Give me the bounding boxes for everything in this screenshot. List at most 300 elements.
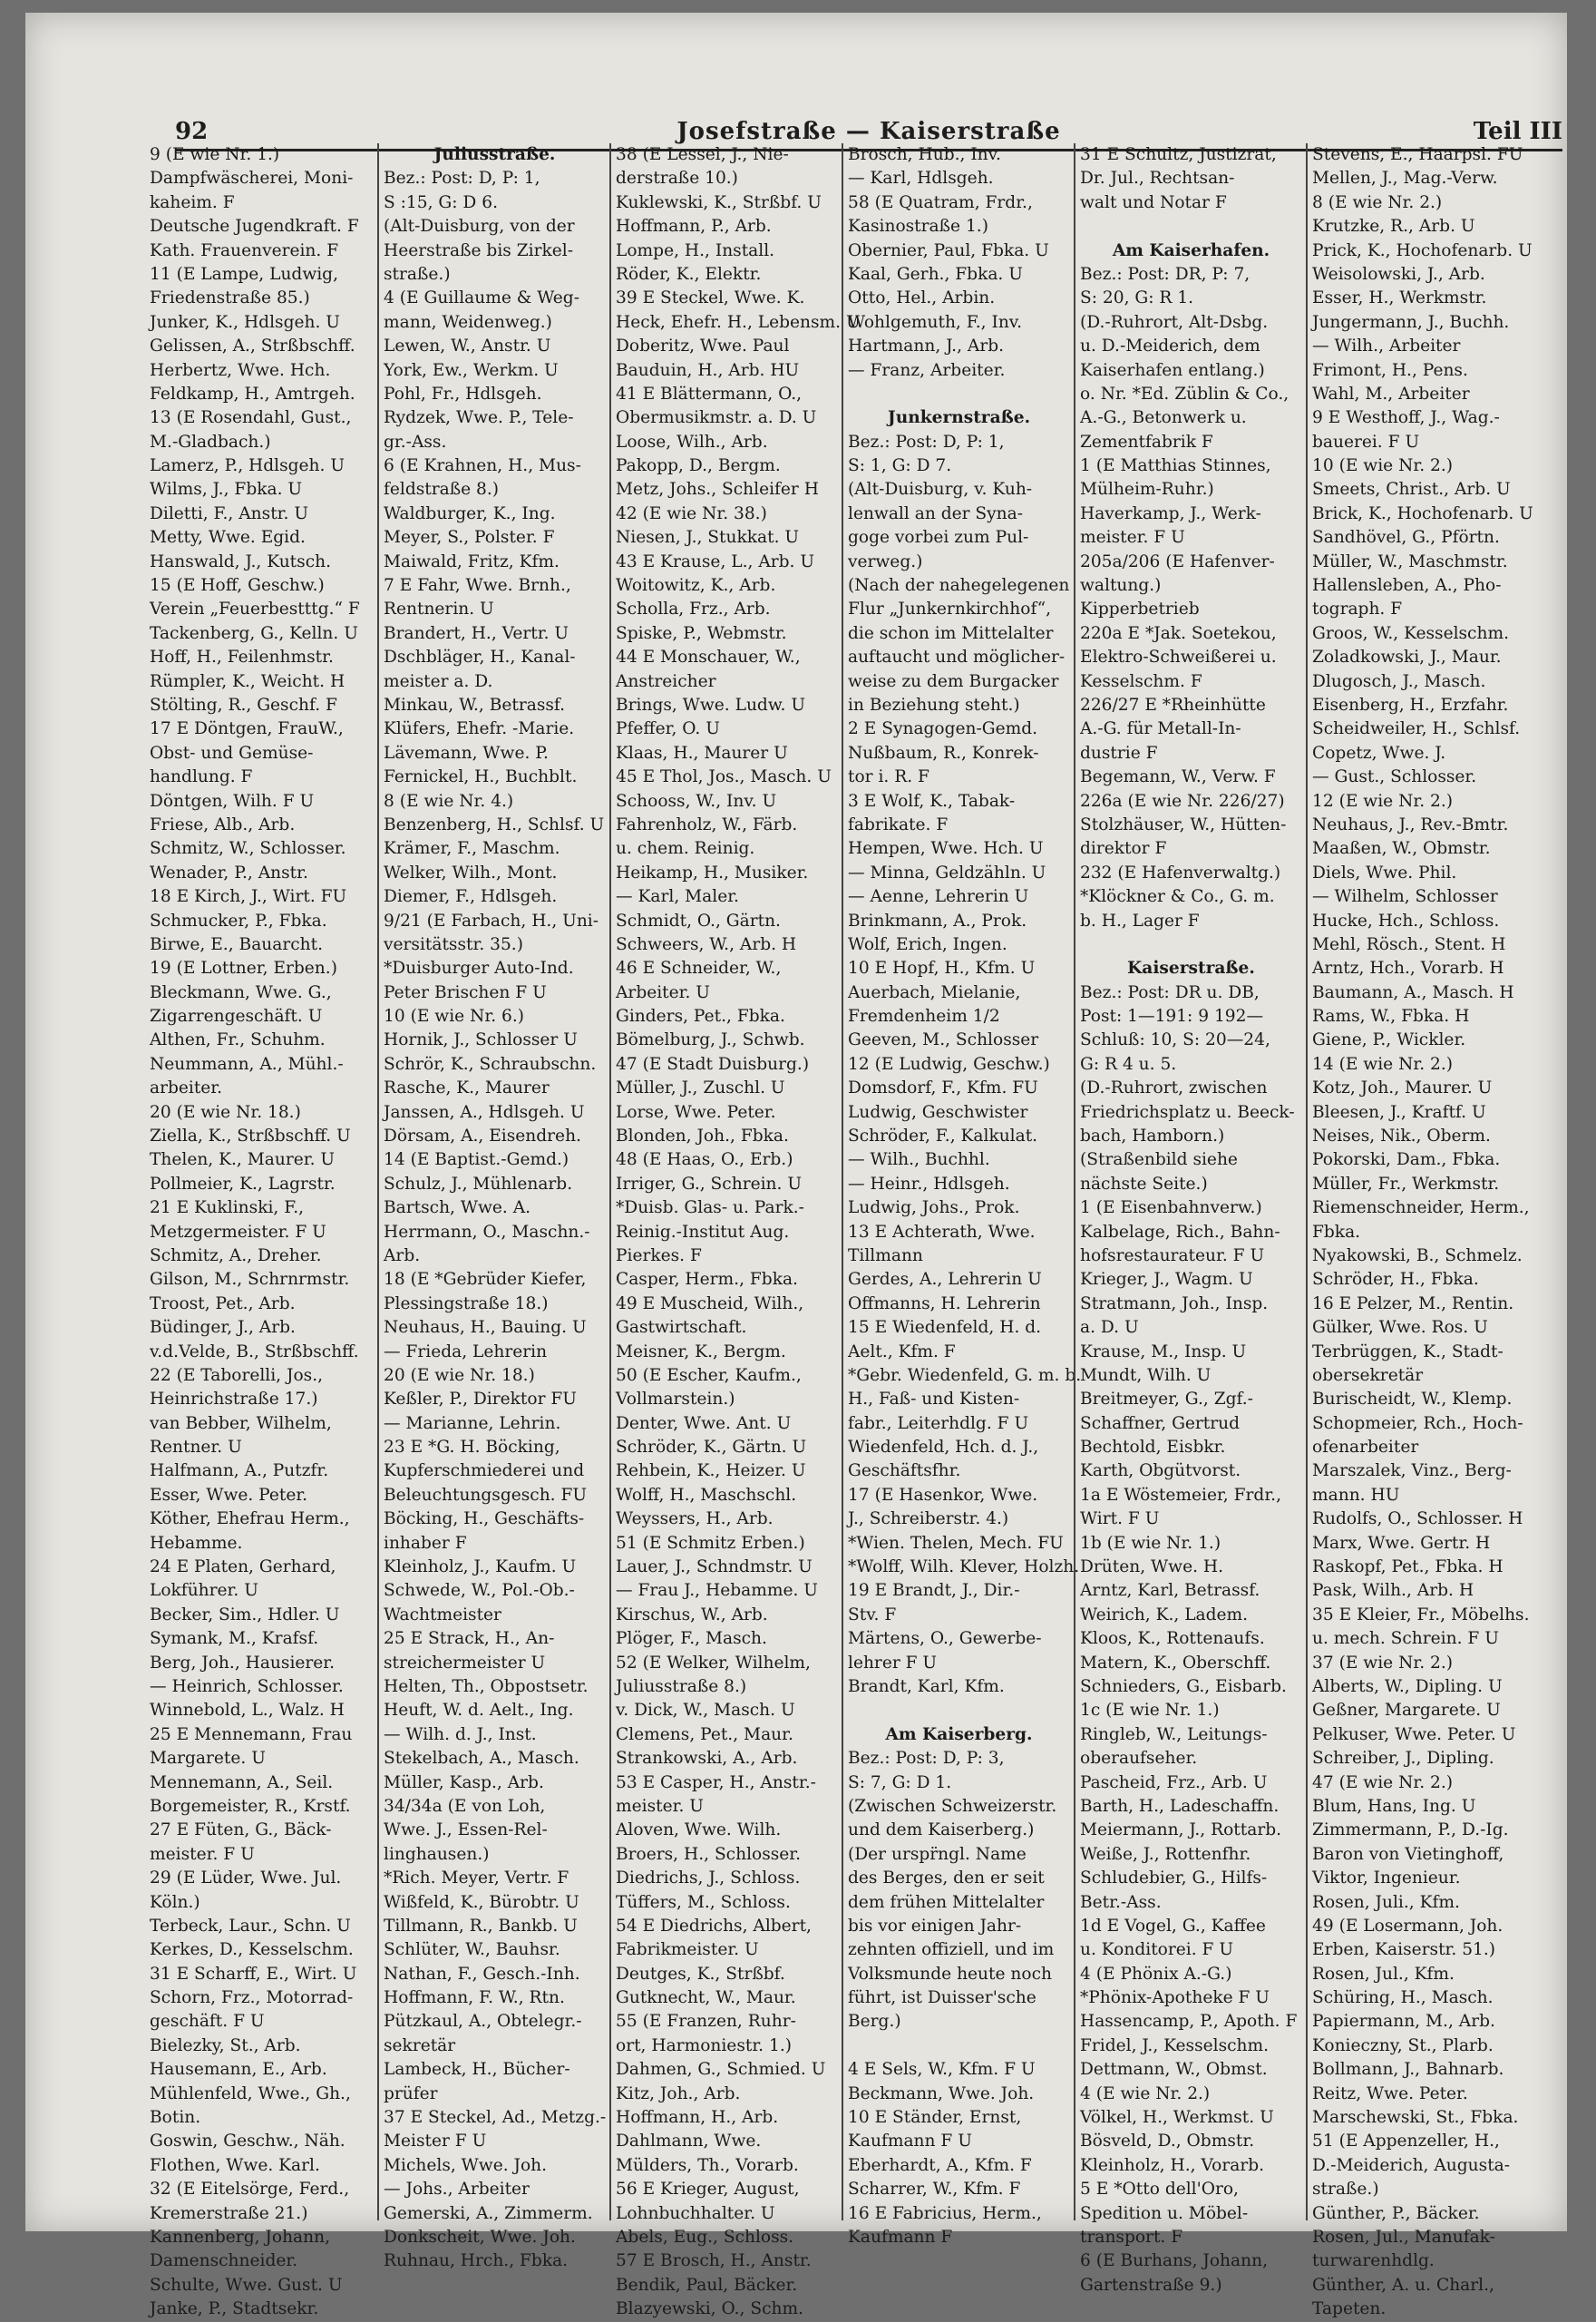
directory-entry: Woitowitz, K., Arb.: [616, 576, 776, 596]
directory-entry: 38 (E Lessel, J., Nie-: [616, 145, 789, 164]
directory-entry: Wilms, J., Fbka. U: [150, 480, 303, 500]
directory-entry: Ruhnau, Hrch., Fbka.: [384, 2251, 569, 2271]
directory-entry: Kremerstraße 21.): [150, 2203, 308, 2223]
directory-entry: Mennemann, A., Seil.: [150, 1772, 334, 1792]
directory-entry: Mühlenfeld, Wwe., Gh.,: [150, 2083, 351, 2103]
directory-entry: arbeiter.: [150, 1078, 223, 1098]
directory-entry: — Frieda, Lehrerin: [384, 1341, 548, 1361]
directory-entry: Verein „Feuerbestttg.“ F: [150, 600, 360, 620]
directory-entry: Dörsam, A., Eisendreh.: [384, 1127, 581, 1146]
directory-entry: Scholla, Frz., Arb.: [616, 600, 771, 620]
directory-entry: Konieczny, St., Plarb.: [1312, 2035, 1494, 2055]
directory-entry: Bielezky, St., Arb.: [150, 2035, 301, 2055]
directory-entry: (Zwischen Schweizerstr.: [848, 1796, 1057, 1816]
directory-entry: Clemens, Pet., Maur.: [616, 1724, 793, 1744]
directory-entry: Eberhardt, A., Kfm. F: [848, 2155, 1032, 2175]
directory-entry: Klaas, H., Maurer U: [616, 743, 788, 763]
directory-entry: Tillmann: [848, 1245, 923, 1265]
directory-entry: handlung. F: [150, 767, 253, 787]
directory-entry: Müller, Fr., Werkmstr.: [1312, 1174, 1500, 1194]
directory-entry: Neuhaus, J., Rev.-Bmtr.: [1312, 815, 1509, 834]
directory-entry: Marschewski, St., Fbka.: [1312, 2108, 1519, 2128]
street-heading: Am Kaiserhafen.: [1112, 240, 1270, 260]
directory-entry: Irriger, G., Schrein. U: [616, 1174, 802, 1194]
directory-entry: 14 (E wie Nr. 2.): [1312, 1054, 1454, 1074]
directory-entry: geschäft. F U: [150, 2012, 265, 2032]
directory-entry: 16 E Pelzer, M., Rentin.: [1312, 1293, 1514, 1313]
directory-entry: Rosen, Jul., Kfm.: [1312, 1964, 1455, 1984]
directory-entry: Friese, Alb., Arb.: [150, 815, 296, 834]
directory-entry: 42 (E wie Nr. 38.): [616, 503, 767, 523]
directory-entry: kaheim. F: [150, 192, 235, 212]
directory-entry: Schmitz, W., Schlosser.: [150, 839, 346, 859]
directory-entry: Bömelburg, J., Schwb.: [616, 1030, 805, 1050]
directory-entry: Kleinholz, J., Kaufm. U: [384, 1557, 577, 1577]
directory-entry: dustrie F: [1080, 743, 1158, 763]
directory-entry: 1a E Wöstemeier, Frdr.,: [1080, 1485, 1281, 1505]
directory-entry: 17 (E Hasenkor, Wwe.: [848, 1485, 1038, 1505]
directory-entry: oberaufseher.: [1080, 1749, 1198, 1769]
directory-entry: 232 (E Hafenverwaltg.): [1080, 863, 1281, 883]
directory-entry: Hempen, Wwe. Hch. U: [848, 839, 1044, 859]
directory-entry: 9 (E wie Nr. 1.): [150, 145, 280, 164]
directory-entry: Brandert, H., Vertr. U: [384, 623, 569, 643]
directory-entry: Sandhövel, G., Pförtn.: [1312, 528, 1500, 548]
directory-entry: Kaal, Gerh., Fbka. U: [848, 264, 1023, 284]
directory-entry: Müller, J., Zuschl. U: [616, 1078, 785, 1098]
directory-entry: ofenarbeiter: [1312, 1438, 1419, 1458]
directory-entry: Heerstraße bis Zirkel-: [384, 240, 573, 260]
directory-entry: 29 (E Lüder, Wwe. Jul.: [150, 1868, 342, 1888]
directory-entry: Elektro-Schweißerei u.: [1080, 648, 1277, 668]
directory-entry: (Straßenbild siehe: [1080, 1150, 1238, 1170]
directory-entry: Raskopf, Pet., Fbka. H: [1312, 1557, 1504, 1577]
directory-entry: Günther, P., Bäcker.: [1312, 2203, 1480, 2223]
directory-entry: Wolf, Erich, Ingen.: [848, 934, 1007, 954]
directory-entry: — Wilh., Buchhl.: [848, 1150, 990, 1170]
directory-entry: Ringleb, W., Leitungs-: [1080, 1724, 1268, 1744]
directory-entry: — Heinr., Hdlsgeh.: [848, 1174, 1010, 1194]
directory-entry: Niesen, J., Stukkat. U: [616, 528, 800, 548]
directory-entry: Herrmann, O., Maschn.-: [384, 1222, 590, 1242]
directory-entry: [848, 2034, 1070, 2058]
directory-entry: Tackenberg, G., Kelln. U: [150, 623, 358, 643]
directory-entry: Blonden, Joh., Fbka.: [616, 1127, 789, 1146]
directory-entry: van Bebber, Wilhelm,: [150, 1413, 332, 1433]
directory-entry: Welker, Wilh., Mont.: [384, 863, 558, 883]
directory-entry: Bollmann, J., Bahnarb.: [1312, 2060, 1504, 2080]
directory-entry: Rudolfs, O., Schlosser. H: [1312, 1509, 1523, 1529]
directory-entry: Brosch, Hub., Inv.: [848, 145, 1001, 164]
directory-entry: Dahlmann, Wwe.: [616, 2132, 762, 2151]
directory-entry: Hausemann, E., Arb.: [150, 2060, 327, 2080]
directory-entry: Fabrikmeister. U: [616, 1940, 759, 1960]
directory-entry: 7 E Fahr, Wwe. Brnh.,: [384, 576, 571, 596]
directory-entry: Neises, Nik., Oberm.: [1312, 1127, 1491, 1146]
directory-entry: 18 E Kirch, J., Wirt. FU: [150, 887, 347, 907]
directory-entry: [848, 1699, 1070, 1722]
column-3: [609, 143, 861, 2319]
directory-entry: 10 E Hopf, H., Kfm. U: [848, 959, 1036, 979]
directory-entry: Flur „Junkernkirchhof“,: [848, 600, 1052, 620]
directory-entry: lenwall an der Syna-: [848, 503, 1023, 523]
directory-entry: S :15, G: D 6.: [384, 192, 498, 212]
directory-entry: Janssen, A., Hdlsgeh. U: [384, 1102, 585, 1122]
directory-entry: Scharrer, W., Kfm. F: [848, 2180, 1021, 2200]
directory-entry: Böcking, H., Geschäfts-: [384, 1509, 585, 1529]
directory-entry: Troost, Pet., Arb.: [150, 1293, 296, 1313]
directory-entry: Schulz, J., Mühlenarb.: [384, 1174, 573, 1194]
directory-entry: H., Faß- und Kisten-: [848, 1390, 1020, 1410]
directory-entry: Blum, Hans, Ing. U: [1312, 1796, 1476, 1816]
directory-entry: Hoffmann, P., Arb.: [616, 217, 772, 237]
directory-entry: die schon im Mittelalter: [848, 623, 1054, 643]
directory-entry: Obermusikmstr. a. D. U: [616, 408, 817, 428]
directory-entry: Althen, Fr., Schuhm.: [150, 1030, 326, 1050]
directory-entry: waltung.): [1080, 576, 1162, 596]
directory-entry: Schorn, Frz., Motorrad-: [150, 1988, 354, 2008]
directory-entry: Müller, Kasp., Arb.: [384, 1772, 544, 1792]
directory-entry: Mellen, J., Mag.-Verw.: [1312, 169, 1498, 189]
directory-entry: Heck, Ehefr. H., Lebensm. U: [616, 312, 861, 332]
directory-entry: Rentnerin. U: [384, 600, 494, 620]
directory-entry: Schüring, H., Masch.: [1312, 1988, 1494, 2008]
directory-entry: walt und Notar F: [1080, 192, 1227, 212]
directory-entry: Feldkamp, H., Amtrgeh.: [150, 384, 355, 404]
directory-entry: 4 (E Guillaume & Weg-: [384, 288, 579, 308]
volume-part: Teil III: [1473, 118, 1562, 145]
directory-entry: Kasinostraße 1.): [848, 217, 988, 237]
directory-entry: prüfer: [384, 2083, 438, 2103]
directory-entry: 226/27 E *Rheinhütte: [1080, 695, 1266, 715]
directory-entry: ort, Harmoniestr. 1.): [616, 2035, 792, 2055]
directory-entry: Frimont, H., Pens.: [1312, 360, 1468, 380]
directory-entry: *Rich. Meyer, Vertr. F: [384, 1868, 569, 1888]
directory-entry: Volksmunde heute noch: [848, 1964, 1052, 1984]
directory-entry: 12 (E wie Nr. 2.): [1312, 791, 1454, 811]
directory-entry: — Aenne, Lehrerin U: [848, 887, 1029, 907]
directory-entry: Waldburger, K., Ing.: [384, 503, 556, 523]
directory-entry: M.-Gladbach.): [150, 432, 271, 452]
directory-entry: Matern, K., Oberschff.: [1080, 1653, 1271, 1673]
directory-entry: Meyer, S., Polster. F: [384, 528, 555, 548]
directory-entry: Damenschneider.: [150, 2251, 298, 2271]
directory-entry: Haverkamp, J., Werk-: [1080, 503, 1261, 523]
directory-entry: versitätsstr. 35.): [384, 934, 523, 954]
directory-entry: Lewen, W., Anstr. U: [384, 337, 551, 356]
directory-entry: Arb.: [384, 1245, 421, 1265]
directory-entry: Bendik, Paul, Bäcker.: [616, 2275, 798, 2295]
directory-entry: Dschbläger, H., Kanal-: [384, 648, 576, 668]
column-6: [1306, 143, 1538, 2319]
directory-entry: feldstraße 8.): [384, 480, 500, 500]
directory-entry: Esser, Wwe. Peter.: [150, 1485, 308, 1505]
directory-entry: *Wolff, Wilh. Klever, Holzh.: [848, 1557, 1080, 1577]
directory-entry: Prick, K., Hochofenarb. U: [1312, 240, 1533, 260]
directory-entry: Bez.: Post: DR u. DB,: [1080, 982, 1260, 1002]
directory-entry: Müller, W., Maschmstr.: [1312, 551, 1508, 571]
directory-entry: 8 (E wie Nr. 4.): [384, 791, 514, 811]
directory-entry: 53 E Casper, H., Anstr.-: [616, 1772, 816, 1792]
directory-entry: Diedrichs, J., Schloss.: [616, 1868, 801, 1888]
directory-entry: Mundt, Wilh. U: [1080, 1365, 1212, 1385]
directory-entry: mann, Weidenweg.): [384, 312, 552, 332]
directory-entry: 19 (E Lottner, Erben.): [150, 959, 337, 979]
directory-entry: Bez.: Post: D, P: 3,: [848, 1749, 1005, 1769]
street-heading: Am Kaiserberg.: [885, 1724, 1033, 1744]
directory-entry: Stölting, R., Geschf. F: [150, 695, 337, 715]
directory-entry: transport. F: [1080, 2227, 1183, 2247]
directory-entry: 19 E Brandt, J., Dir.-: [848, 1581, 1020, 1601]
directory-entry: 18 (E *Gebrüder Kiefer,: [384, 1270, 587, 1290]
directory-entry: Ginders, Pet., Fbka.: [616, 1007, 785, 1027]
directory-entry: Terbeck, Laur., Schn. U: [150, 1916, 351, 1936]
directory-entry: 47 (E Stadt Duisburg.): [616, 1054, 810, 1074]
directory-entry: 13 E Achterath, Wwe.: [848, 1222, 1036, 1242]
directory-entry: Goswin, Geschw., Näh.: [150, 2132, 345, 2151]
directory-entry: Hoff, H., Feilenhmstr.: [150, 648, 334, 668]
directory-entry: Hornik, J., Schlosser U: [384, 1030, 578, 1050]
directory-entry: 11 (E Lampe, Ludwig,: [150, 264, 338, 284]
directory-entry: Nyakowski, B., Schmelz.: [1312, 1245, 1523, 1265]
directory-entry: des Berges, den er seit: [848, 1868, 1045, 1888]
directory-entry: Peter Brischen F U: [384, 982, 547, 1002]
directory-entry: Pask, Wilh., Arb. H: [1312, 1581, 1474, 1601]
directory-entry: 51 (E Appenzeller, H.,: [1312, 2132, 1500, 2151]
directory-entry: Lokführer. U: [150, 1581, 258, 1601]
directory-entry: meister. F U: [1080, 528, 1185, 548]
directory-entry: Wirt. F U: [1080, 1509, 1160, 1529]
directory-entry: Baron von Vietinghoff,: [1312, 1844, 1504, 1864]
directory-entry: bauerei. F U: [1312, 432, 1420, 452]
directory-entry: streichermeister U: [384, 1653, 546, 1673]
directory-entry: Lambeck, H., Bücher-: [384, 2060, 570, 2080]
directory-entry: Weiße, J., Rottenfhr.: [1080, 1844, 1251, 1864]
directory-entry: Spedition u. Möbel-: [1080, 2203, 1249, 2223]
directory-entry: Kesselschm. F: [1080, 671, 1202, 691]
directory-entry: Zigarrengeschäft. U: [150, 1007, 323, 1027]
directory-entry: Kloos, K., Rottenaufs.: [1080, 1629, 1265, 1649]
directory-entry: gr.-Ass.: [384, 432, 447, 452]
directory-entry: — Minna, Geldzähln. U: [848, 863, 1046, 883]
directory-entry: Deutsche Jugendkraft. F: [150, 217, 359, 237]
directory-entry: Schlüter, W., Bauhsr.: [384, 1940, 560, 1960]
directory-entry: Kaufmann F: [848, 2227, 953, 2247]
directory-entry: — Gust., Schlosser.: [1312, 767, 1477, 787]
directory-entry: Donkscheit, Wwe. Joh.: [384, 2227, 576, 2247]
directory-entry: Plöger, F., Masch.: [616, 1629, 767, 1649]
directory-entry: 9 E Westhoff, J., Wag.-: [1312, 408, 1500, 428]
directory-entry: straße.): [384, 264, 451, 284]
directory-entry: Bleesen, J., Kraftf. U: [1312, 1102, 1486, 1122]
directory-entry: 8 (E wie Nr. 2.): [1312, 192, 1443, 212]
directory-entry: Lauer, J., Schndmstr. U: [616, 1557, 813, 1577]
directory-entry: A.-G., Betonwerk u.: [1080, 408, 1247, 428]
page-number: 92: [175, 118, 209, 145]
directory-entry: Kleinholz, H., Vorarb.: [1080, 2155, 1265, 2175]
directory-entry: Minkau, W., Betrassf.: [384, 695, 566, 715]
directory-entry: Wahl, M., Arbeiter: [1312, 384, 1470, 404]
directory-entry: in Beziehung steht.): [848, 695, 1020, 715]
directory-entry: Deutges, K., Strßbf.: [616, 1964, 785, 1984]
directory-entry: Lamerz, P., Hdlsgeh. U: [150, 456, 345, 476]
directory-entry: Kaiserhafen entlang.): [1080, 360, 1265, 380]
directory-entry: a. D. U: [1080, 1318, 1139, 1338]
directory-entry: Pohl, Fr., Hdlsgeh.: [384, 384, 542, 404]
directory-entry: 9/21 (E Farbach, H., Uni-: [384, 911, 599, 931]
directory-entry: mann. HU: [1312, 1485, 1400, 1505]
directory-entry: Diemer, F., Hdlsgeh.: [384, 887, 558, 907]
directory-entry: D.-Meiderich, Augusta-: [1312, 2155, 1511, 2175]
directory-entry: v. Dick, W., Masch. U: [616, 1701, 795, 1721]
directory-entry: 1 (E Eisenbahnverw.): [1080, 1198, 1262, 1218]
directory-entry: Zementfabrik F: [1080, 432, 1213, 452]
directory-entry: Keßler, P., Direktor FU: [384, 1390, 577, 1410]
directory-entry: 27 E Füten, G., Bäck-: [150, 1820, 332, 1840]
directory-entry: Papiermann, M., Arb.: [1312, 2012, 1495, 2032]
directory-entry: Junker, K., Hdlsgeh. U: [150, 312, 340, 332]
directory-entry: Borgemeister, R., Krstf.: [150, 1796, 351, 1816]
directory-entry: 1d E Vogel, G., Kaffee: [1080, 1916, 1266, 1936]
directory-entry: Gilson, M., Schrnrmstr.: [150, 1270, 350, 1290]
directory-entry: Janke, P., Stadtsekr.: [150, 2299, 319, 2319]
directory-entry: Friedenstraße 85.): [150, 288, 310, 308]
directory-entry: Winnebold, L., Walz. H: [150, 1701, 345, 1721]
directory-entry: Wachtmeister: [384, 1605, 501, 1624]
directory-entry: Neuhaus, H., Bauing. U: [384, 1318, 587, 1338]
directory-entry: 54 E Diedrichs, Albert,: [616, 1916, 812, 1936]
directory-entry: Schnieders, G., Eisbarb.: [1080, 1677, 1287, 1696]
directory-entry: [1080, 215, 1302, 239]
directory-entry: 46 E Schneider, W.,: [616, 959, 782, 979]
directory-entry: 31 E Schultz, Justizrat,: [1080, 145, 1277, 164]
directory-entry: Marx, Wwe. Gertr. H: [1312, 1533, 1491, 1553]
directory-entry: Pfeffer, O. U: [616, 719, 720, 739]
directory-entry: — Wilh., Arbeiter: [1312, 337, 1461, 356]
directory-entry: 1c (E wie Nr. 1.): [1080, 1701, 1220, 1721]
directory-entry: *Duisb. Glas- u. Park.-: [616, 1198, 804, 1218]
directory-entry: Jungermann, J., Buchh.: [1312, 312, 1510, 332]
directory-entry: Schröder, K., Gärtn. U: [616, 1438, 807, 1458]
directory-entry: Ludwig, Geschwister: [848, 1102, 1028, 1122]
directory-entry: Köther, Ehefrau Herm.,: [150, 1509, 350, 1529]
directory-entry: Klüfers, Ehefr. -Marie.: [384, 719, 575, 739]
directory-entry: Krämer, F., Maschm.: [384, 839, 560, 859]
directory-entry: Hoffmann, H., Arb.: [616, 2108, 779, 2128]
directory-entry: Obernier, Paul, Fbka. U: [848, 240, 1049, 260]
directory-entry: Berg.): [848, 2012, 901, 2032]
directory-entry: Riemenschneider, Herm.,: [1312, 1198, 1530, 1218]
directory-entry: Offmanns, H. Lehrerin: [848, 1293, 1041, 1313]
directory-entry: Bez.: Post: DR, P: 7,: [1080, 264, 1251, 284]
directory-entry: Kirschus, W., Arb.: [616, 1605, 768, 1624]
directory-entry: 49 (E Losermann, Joh.: [1312, 1916, 1504, 1936]
directory-entry: Dahmen, G., Schmied. U: [616, 2060, 826, 2080]
directory-entry: Esser, H., Werkmstr.: [1312, 288, 1487, 308]
directory-entry: Weisolowski, J., Arb.: [1312, 264, 1485, 284]
directory-entry: sekretär: [384, 2035, 456, 2055]
directory-entry: Hucke, Hch., Schloss.: [1312, 911, 1500, 931]
directory-entry: 32 (E Eitelsörge, Ferd.,: [150, 2180, 350, 2200]
directory-entry: Wenader, P., Anstr.: [150, 863, 308, 883]
directory-entry: 4 (E wie Nr. 2.): [1080, 2083, 1211, 2103]
directory-entry: Günther, A. u. Charl.,: [1312, 2275, 1494, 2295]
directory-entry: Maaßen, W., Obmstr.: [1312, 839, 1491, 859]
directory-entry: Rydzek, Wwe. P., Tele-: [384, 408, 574, 428]
directory-entry: goge vorbei zum Pul-: [848, 528, 1029, 548]
directory-entry: — Franz, Arbeiter.: [848, 360, 1006, 380]
directory-entry: u. D.-Meiderich, dem: [1080, 337, 1260, 356]
directory-columns: [145, 143, 1542, 2319]
directory-entry: Loose, Wilh., Arb.: [616, 432, 768, 452]
directory-entry: meister a. D.: [384, 671, 493, 691]
directory-entry: (Alt-Duisburg, v. Kuh-: [848, 480, 1033, 500]
directory-entry: Stevens, E., Haarpsl. FU: [1312, 145, 1523, 164]
directory-entry: Hanswald, J., Kutsch.: [150, 551, 332, 571]
directory-entry: (Der urspr̈ngl. Name: [848, 1844, 1027, 1864]
directory-entry: Schopmeier, Rch., Hoch-: [1312, 1413, 1523, 1433]
directory-entry: Becker, Sim., Hdler. U: [150, 1605, 340, 1624]
directory-entry: 226a (E wie Nr. 226/27): [1080, 791, 1285, 811]
directory-entry: Weyssers, H., Arb.: [616, 1509, 774, 1529]
directory-entry: Tapeten.: [1312, 2299, 1387, 2319]
directory-entry: *Wien. Thelen, Mech. FU: [848, 1533, 1064, 1553]
directory-entry: 4 E Sels, W., Kfm. F U: [848, 2060, 1036, 2080]
directory-entry: Kupferschmiederei und: [384, 1461, 585, 1481]
directory-entry: Rosen, Juli., Kfm.: [1312, 1892, 1460, 1912]
directory-entry: tor i. R. F: [848, 767, 929, 787]
directory-entry: Broers, H., Schlosser.: [616, 1844, 802, 1864]
directory-entry: — Heinrich, Schlosser.: [150, 1677, 344, 1696]
directory-entry: fabr., Leiterhdlg. F U: [848, 1413, 1029, 1433]
directory-entry: Bez.: Post: D, P: 1,: [384, 169, 540, 189]
directory-entry: Copetz, Wwe. J.: [1312, 743, 1446, 763]
directory-entry: Pelkuser, Wwe. Peter. U: [1312, 1724, 1516, 1744]
directory-entry: Pollmeier, K., Lagrstr.: [150, 1174, 336, 1194]
directory-entry: Reinig.-Institut Aug.: [616, 1222, 790, 1242]
directory-entry: Plessingstraße 18.): [384, 1293, 549, 1313]
directory-entry: A.-G. für Metall-In-: [1080, 719, 1241, 739]
directory-entry: Pützkaul, A., Obtelegr.-: [384, 2012, 582, 2032]
directory-entry: — Frau J., Hebamme. U: [616, 1581, 818, 1601]
directory-entry: u. chem. Reinig.: [616, 839, 755, 859]
directory-entry: Döntgen, Wilh. F U: [150, 791, 315, 811]
directory-entry: S: 1, G: D 7.: [848, 456, 952, 476]
directory-entry: linghausen.): [384, 1844, 490, 1864]
directory-entry: 47 (E wie Nr. 2.): [1312, 1772, 1454, 1792]
directory-entry: meister. F U: [150, 1844, 255, 1864]
directory-entry: Terbrüggen, K., Stadt-: [1312, 1341, 1504, 1361]
directory-entry: Märtens, O., Gewerbe-: [848, 1629, 1042, 1649]
directory-entry: Völkel, H., Werkmst. U: [1080, 2108, 1274, 2128]
directory-entry: Kuklewski, K., Strßbf. U: [616, 192, 822, 212]
directory-entry: Pakopp, D., Bergm.: [616, 456, 781, 476]
directory-entry: 1b (E wie Nr. 1.): [1080, 1533, 1221, 1553]
directory-entry: Wiedenfeld, Hch. d. J.,: [848, 1438, 1039, 1458]
directory-entry: 5 E *Otto dell'Oro,: [1080, 2180, 1239, 2200]
street-heading: Juliusstraße.: [433, 145, 556, 164]
directory-entry: Gelissen, A., Strßbschff.: [150, 337, 355, 356]
directory-entry: Eisenberg, H., Erzfahr.: [1312, 695, 1509, 715]
directory-entry: 25 E Strack, H., An-: [384, 1629, 555, 1649]
directory-entry: Tüffers, M., Schloss.: [616, 1892, 791, 1912]
directory-entry: Betr.-Ass.: [1080, 1892, 1162, 1912]
directory-entry: Mehl, Rösch., Stent. H: [1312, 934, 1506, 954]
directory-entry: lehrer F U: [848, 1653, 938, 1673]
directory-entry: 57 E Brosch, H., Anstr.: [616, 2251, 812, 2271]
directory-entry: Heikamp, H., Musiker.: [616, 863, 809, 883]
directory-entry: Neummann, A., Mühl.-: [150, 1054, 344, 1074]
